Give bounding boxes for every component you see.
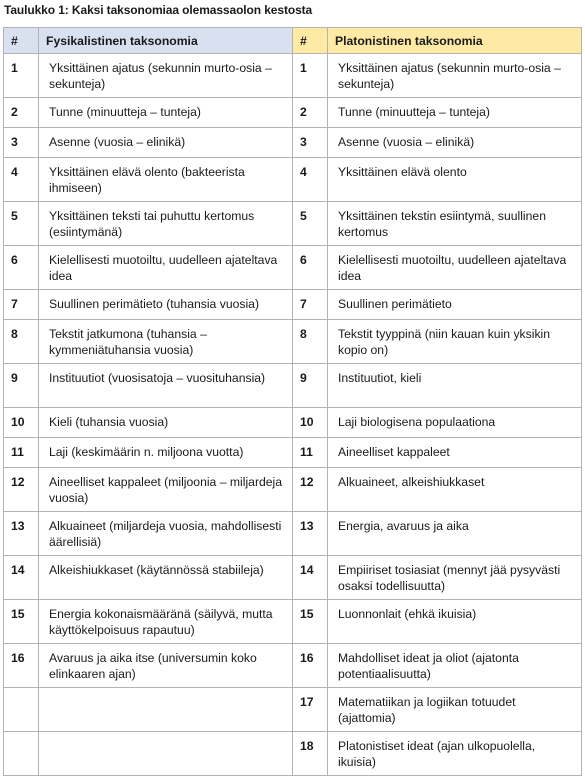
right-number-cell: 8	[293, 320, 328, 364]
left-text-cell: Aineelliset kappaleet (miljoonia – miljardeja vuosia)	[39, 468, 293, 512]
right-text-cell: Mahdolliset ideat ja oliot (ajatonta potentiaalisuutta)	[328, 644, 582, 688]
table-row	[4, 556, 582, 600]
table-row	[4, 512, 582, 556]
left-number-cell: 13	[4, 512, 39, 556]
left-text-cell: Energia kokonaismääränä (säilyvä, mutta käyttökelpoisuus rapautuu)	[39, 600, 293, 644]
left-number-cell: 6	[4, 246, 39, 290]
right-number-cell: 17	[293, 688, 328, 732]
right-number-cell: 13	[293, 512, 328, 556]
right-number-cell: 16	[293, 644, 328, 688]
table-row	[4, 408, 582, 438]
right-number-cell: 12	[293, 468, 328, 512]
right-text-cell: Alkuaineet, alkeishiukkaset	[328, 468, 582, 512]
right-text-cell: Energia, avaruus ja aika	[328, 512, 582, 556]
table-row	[4, 644, 582, 688]
right-text-cell: Tunne (minuutteja – tunteja)	[328, 98, 582, 128]
table-row	[4, 600, 582, 644]
table-row	[4, 246, 582, 290]
left-title-header: Fysikalistinen taksonomia	[39, 28, 293, 54]
left-number-cell	[4, 732, 39, 776]
right-text-cell: Empiiriset tosiasiat (mennyt jää pysyvästi osaksi todellisuutta)	[328, 556, 582, 600]
table-row	[4, 320, 582, 364]
left-number-cell: 4	[4, 158, 39, 202]
left-text-cell: Asenne (vuosia – elinikä)	[39, 128, 293, 158]
table-row	[4, 468, 582, 512]
right-number-cell: 14	[293, 556, 328, 600]
left-number-cell: 10	[4, 408, 39, 438]
right-text-cell: Yksittäinen elävä olento	[328, 158, 582, 202]
table-row	[4, 732, 582, 776]
right-text-cell: Yksittäinen tekstin esiintymä, suullinen kertomus	[328, 202, 582, 246]
left-text-cell: Tekstit jatkumona (tuhansia – kymmeniätuhansia vuosia)	[39, 320, 293, 364]
right-text-cell: Matematiikan ja logiikan totuudet (ajattomia)	[328, 688, 582, 732]
left-text-cell: Instituutiot (vuosisatoja – vuosituhansia)	[39, 364, 293, 408]
right-number-cell: 1	[293, 54, 328, 98]
left-text-cell	[39, 688, 293, 732]
right-text-cell: Yksittäinen ajatus (sekunnin murto-osia – sekunteja)	[328, 54, 582, 98]
left-text-cell: Laji (keskimäärin n. miljoona vuotta)	[39, 438, 293, 468]
left-text-cell: Kielellisesti muotoiltu, uudelleen ajateltava idea	[39, 246, 293, 290]
right-number-cell: 2	[293, 98, 328, 128]
right-number-cell: 5	[293, 202, 328, 246]
right-title-header: Platonistinen taksonomia	[328, 28, 582, 54]
table-row	[4, 364, 582, 408]
left-number-cell: 9	[4, 364, 39, 408]
left-text-cell: Kieli (tuhansia vuosia)	[39, 408, 293, 438]
table-caption: Taulukko 1: Kaksi taksonomiaa olemassaolon kestosta	[4, 3, 313, 17]
right-text-cell: Luonnonlait (ehkä ikuisia)	[328, 600, 582, 644]
left-text-cell: Yksittäinen teksti tai puhuttu kertomus (esiintymänä)	[39, 202, 293, 246]
right-text-cell: Instituutiot, kieli	[328, 364, 582, 408]
left-number-cell: 15	[4, 600, 39, 644]
left-text-cell: Avaruus ja aika itse (universumin koko elinkaaren ajan)	[39, 644, 293, 688]
right-number-cell: 15	[293, 600, 328, 644]
left-text-cell: Tunne (minuutteja – tunteja)	[39, 98, 293, 128]
right-text-cell: Kielellisesti muotoiltu, uudelleen ajateltava idea	[328, 246, 582, 290]
table-row	[4, 202, 582, 246]
right-text-cell: Aineelliset kappaleet	[328, 438, 582, 468]
left-text-cell: Alkeishiukkaset (käytännössä stabiileja)	[39, 556, 293, 600]
left-number-cell: 1	[4, 54, 39, 98]
left-number-cell: 7	[4, 290, 39, 320]
left-number-cell: 3	[4, 128, 39, 158]
right-number-cell: 7	[293, 290, 328, 320]
left-number-cell	[4, 688, 39, 732]
left-number-cell: 11	[4, 438, 39, 468]
left-number-header: #	[4, 28, 39, 54]
right-number-cell: 6	[293, 246, 328, 290]
left-number-cell: 14	[4, 556, 39, 600]
table-row	[4, 54, 582, 98]
left-number-cell: 5	[4, 202, 39, 246]
right-number-cell: 9	[293, 364, 328, 408]
left-text-cell: Yksittäinen ajatus (sekunnin murto-osia – sekunteja)	[39, 54, 293, 98]
right-number-header: #	[293, 28, 328, 54]
right-text-cell: Asenne (vuosia – elinikä)	[328, 128, 582, 158]
right-number-cell: 18	[293, 732, 328, 776]
left-number-cell: 12	[4, 468, 39, 512]
table-row	[4, 290, 582, 320]
right-number-cell: 11	[293, 438, 328, 468]
right-text-cell: Tekstit tyyppinä (niin kauan kuin yksikin kopio on)	[328, 320, 582, 364]
table-row	[4, 158, 582, 202]
table-body	[4, 54, 582, 776]
header-row	[4, 28, 582, 54]
left-text-cell: Yksittäinen elävä olento (bakteerista ihmiseen)	[39, 158, 293, 202]
right-number-cell: 10	[293, 408, 328, 438]
right-text-cell: Suullinen perimätieto	[328, 290, 582, 320]
taxonomy-table	[3, 27, 582, 776]
left-text-cell: Alkuaineet (miljardeja vuosia, mahdollisesti äärellisiä)	[39, 512, 293, 556]
right-number-cell: 4	[293, 158, 328, 202]
table-row	[4, 98, 582, 128]
table-row	[4, 128, 582, 158]
left-number-cell: 8	[4, 320, 39, 364]
table-row	[4, 438, 582, 468]
left-text-cell	[39, 732, 293, 776]
left-number-cell: 16	[4, 644, 39, 688]
right-text-cell: Laji biologisena populaationa	[328, 408, 582, 438]
left-number-cell: 2	[4, 98, 39, 128]
table-row	[4, 688, 582, 732]
left-text-cell: Suullinen perimätieto (tuhansia vuosia)	[39, 290, 293, 320]
right-number-cell: 3	[293, 128, 328, 158]
right-text-cell: Platonistiset ideat (ajan ulkopuolella, ikuisia)	[328, 732, 582, 776]
